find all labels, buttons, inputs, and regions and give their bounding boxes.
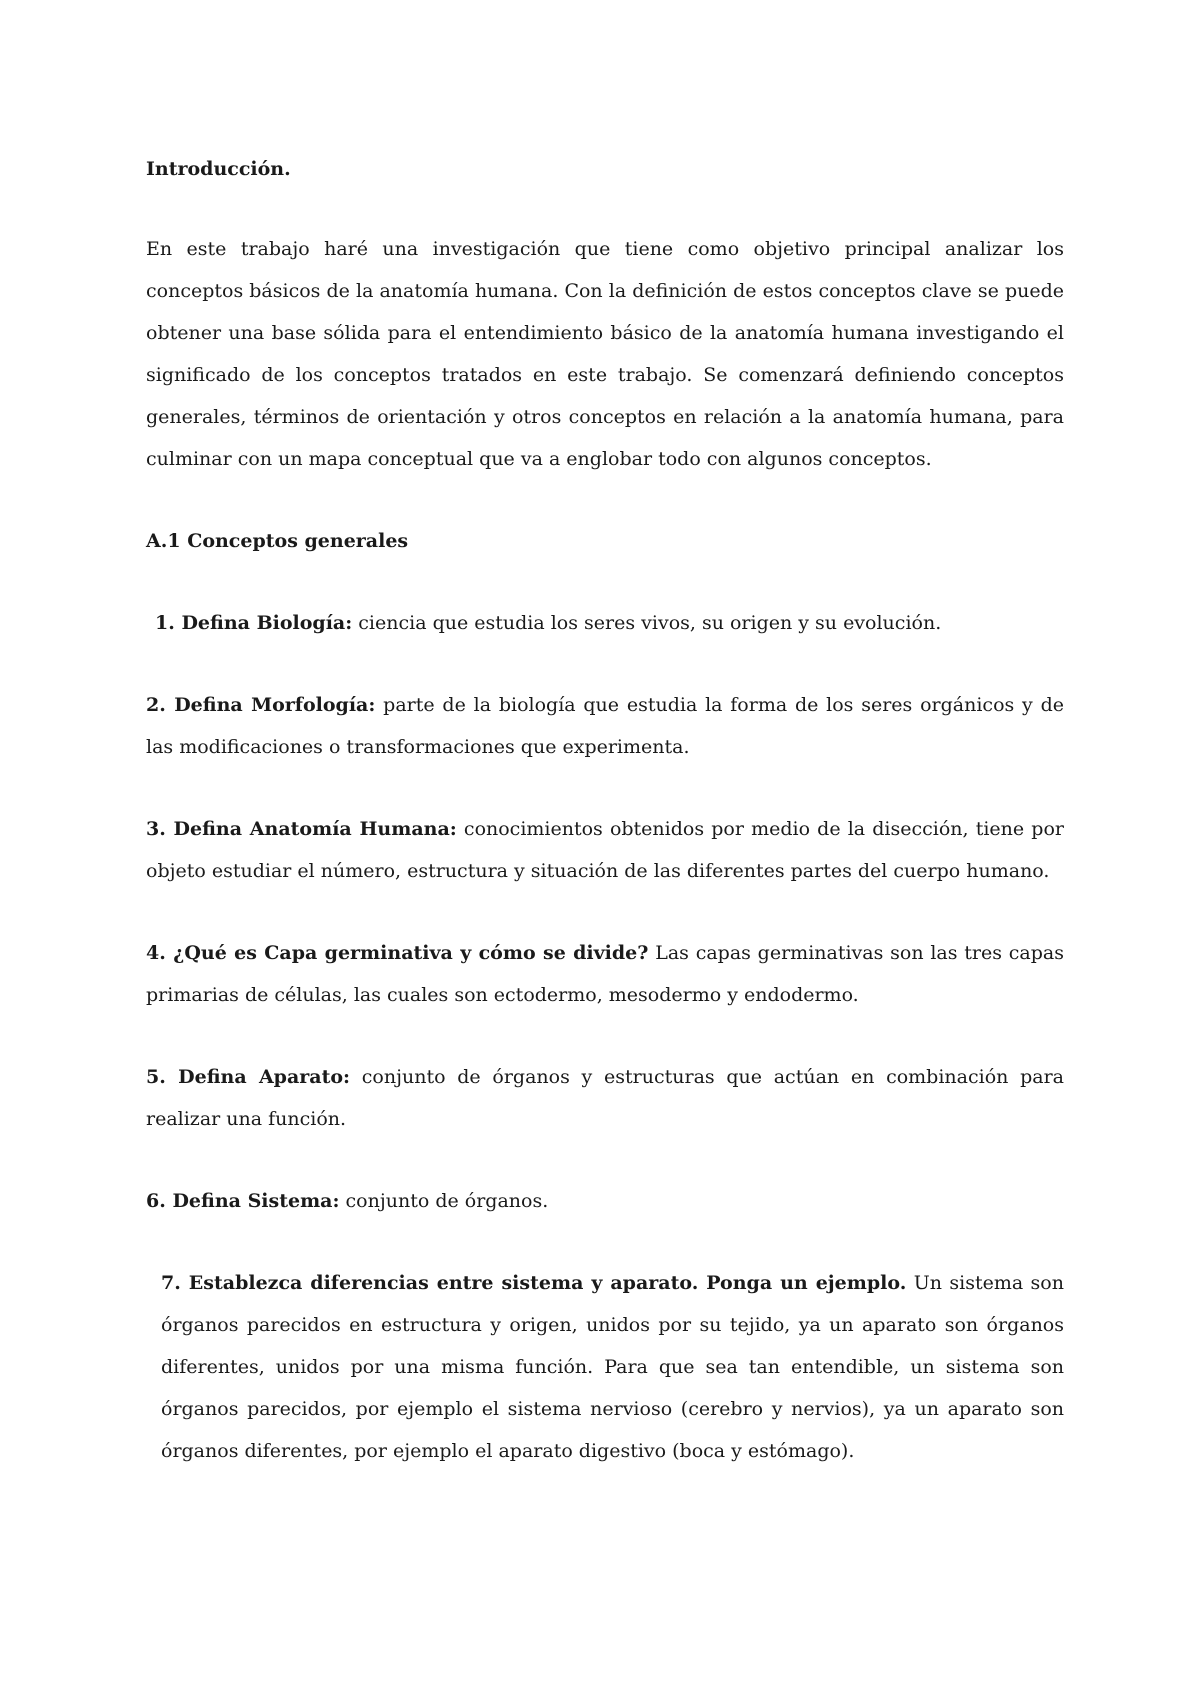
question-label: 4. ¿Qué es Capa germinativa y cómo se divide? [146,942,649,964]
section-title: A.1 Conceptos generales [146,530,409,552]
intro-title: Introducción. [146,158,291,180]
question-label: 2. Defina Morfología: [146,694,376,716]
answer-text: parte de la biología que estudia la forma de los seres orgánicos y de las modificaciones o transformaciones que experimenta. [146,694,1064,758]
intro-paragraph: En este trabajo haré una investigación que tiene como objetivo principal analizar los conceptos básicos de la anatomía humana. Con la definición de estos conceptos clave se puede obtener una base sólida para el entendimiento básico de la anatomía humana investigando el significado de los conceptos tratados en este trabajo. Se comenzará definiendo conceptos generales, términos de orientación y otros conceptos en relación a la anatomía humana, para culminar con un mapa conceptual que va a englobar todo con algunos conceptos. [146,238,1064,470]
question-label: 6. Defina Sistema: [146,1190,340,1212]
answer-text: Las capas germinativas son las tres capas primarias de células, las cuales son ectodermo, mesodermo y endodermo. [146,942,1064,1006]
question-item-1 [146,602,1064,644]
question-item-5 [146,1056,1064,1140]
question-label: 7. Establezca diferencias entre sistema y aparato. Ponga un ejemplo. [161,1272,907,1294]
question-label: 1. Defina Biología: [155,612,353,634]
answer-text: ciencia que estudia los seres vivos, su origen y su evolución. [352,612,942,634]
question-item-6 [146,1180,1064,1222]
question-item-3 [146,808,1064,892]
answer-text: conocimientos obtenidos por medio de la disección, tiene por objeto estudiar el número, estructura y situación de las diferentes partes del cuerpo humano. [146,818,1064,882]
question-item-2 [146,684,1064,768]
question-item-7 [146,1262,1064,1472]
answer-text: Un sistema son órganos parecidos en estructura y origen, unidos por su tejido, ya un aparato son órganos diferentes, unidos por una misma función. Para que sea tan entendible, un sistema son órganos parecidos, por ejemplo el sistema nervioso (cerebro y nervios), ya un aparato son órganos diferentes, por ejemplo el aparato digestivo (boca y estómago). [161,1272,1064,1462]
document-content [146,148,1064,1472]
question-label: 5. Defina Aparato: [146,1066,351,1088]
question-item-4 [146,932,1064,1016]
question-label: 3. Defina Anatomía Humana: [146,818,457,840]
answer-text: conjunto de órganos y estructuras que actúan en combinación para realizar una función. [146,1066,1064,1130]
answer-text: conjunto de órganos. [339,1190,549,1212]
